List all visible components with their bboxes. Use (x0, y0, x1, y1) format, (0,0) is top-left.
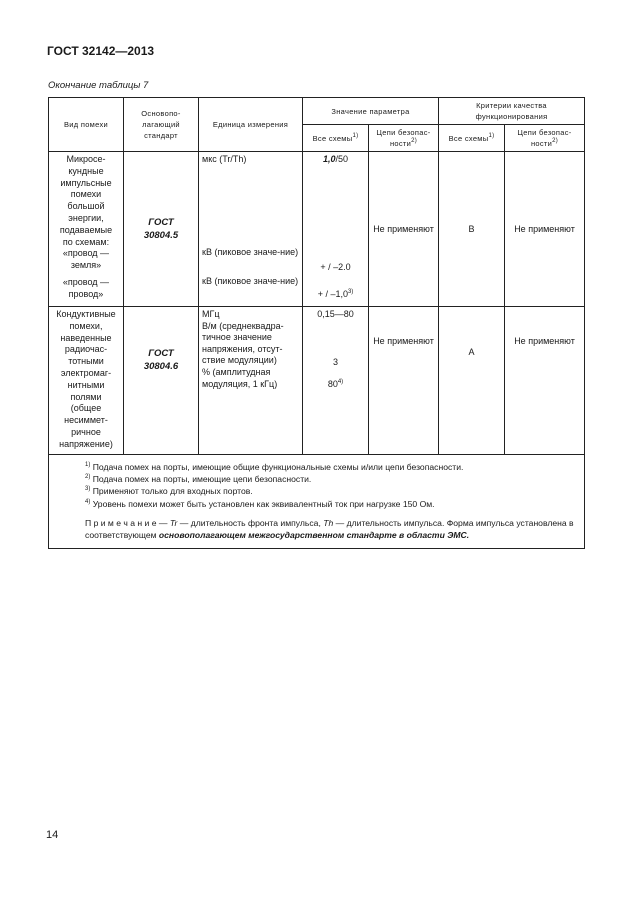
base-standard-cell: ГОСТ 30804.6 (124, 307, 199, 455)
header-all-schemes-criteria: Все схемы$^{1)}$ (439, 125, 505, 152)
criterion-safety-cell: Не применяют (505, 307, 585, 455)
unit-cell: мкс (Tr/Th) кВ (пиковое значе-ние) кВ (пиковое значе-ние) (199, 152, 303, 307)
header-safety-circuits: Цепи безопас-ности$^{2)}$ (369, 125, 439, 152)
unit-cell: МГц В/м (среднеквадра-тичное значение напряжения, отсут-ствие модуляции) % (амплитудная модуляция, 1 кГц) (199, 307, 303, 455)
value-all-schemes-cell: 0,15—80 3 80$^{4)}$ (303, 307, 369, 455)
page-number: 14 (46, 829, 59, 841)
interference-type-cell: Кондуктивные помехи, наведенные радиочас- тотными электромаг- нитными полями (общее несиммет- ричное напряжение) (49, 307, 124, 455)
footnote: $^{3)}$ Применяют только для входных портов. (85, 486, 253, 497)
header-parameter-value: Значение параметра (303, 98, 439, 125)
footnote: $^{4)}$ Уровень помехи может быть установлен как эквивалентный ток при нагрузке 150 Ом. (85, 498, 435, 509)
document-code-header: ГОСТ 32142—2013 (47, 44, 155, 58)
criterion-all-schemes-cell: В (439, 152, 505, 307)
criterion-safety-cell: Не применяют (505, 152, 585, 307)
header-base-standard: Основопо-лагающий стандарт (124, 98, 199, 152)
value-safety-cell: Не применяют (369, 307, 439, 455)
header-safety-circuits-criteria: Цепи безопас-ности$^{2)}$ (505, 125, 585, 152)
header-quality-criteria: Критерии качества функционирования (439, 98, 585, 125)
table-note: П р и м е ч а н и е — Tr — длительность фронта импульса, Th — длительность импульса. Форма импульса установлена в соответствующем основополагающем межгосударственном стандарте в области ЭМС. (85, 517, 574, 541)
footnote: $^{2)}$ Подача помех на порты, имеющие цепи безопасности. (85, 474, 312, 485)
header-unit: Единица измерения (199, 98, 303, 152)
criterion-all-schemes-cell: А (439, 307, 505, 455)
header-all-schemes: Все схемы$^{1)}$ (303, 125, 369, 152)
table-row (49, 307, 585, 455)
base-standard-cell: ГОСТ 30804.5 (124, 152, 199, 307)
value-safety-cell: Не применяют (369, 152, 439, 307)
value-all-schemes-cell: 1,0/50 + / –2.0 + / –1,0$^{3)}$ (303, 152, 369, 307)
table-caption: Окончание таблицы 7 (48, 80, 149, 91)
table-notes (49, 455, 585, 549)
footnote: $^{1)}$ Подача помех на порты, имеющие общие функциональные схемы и/или цепи безопасности. (85, 462, 464, 472)
interference-type-cell: Микросе- кундные импульсные помехи большой энергии, подаваемые по схемам: «провод — земля» «провод — провод» (49, 152, 124, 307)
standards-table (48, 97, 584, 549)
header-interference-type: Вид помехи (49, 98, 124, 152)
table-row (49, 152, 585, 307)
